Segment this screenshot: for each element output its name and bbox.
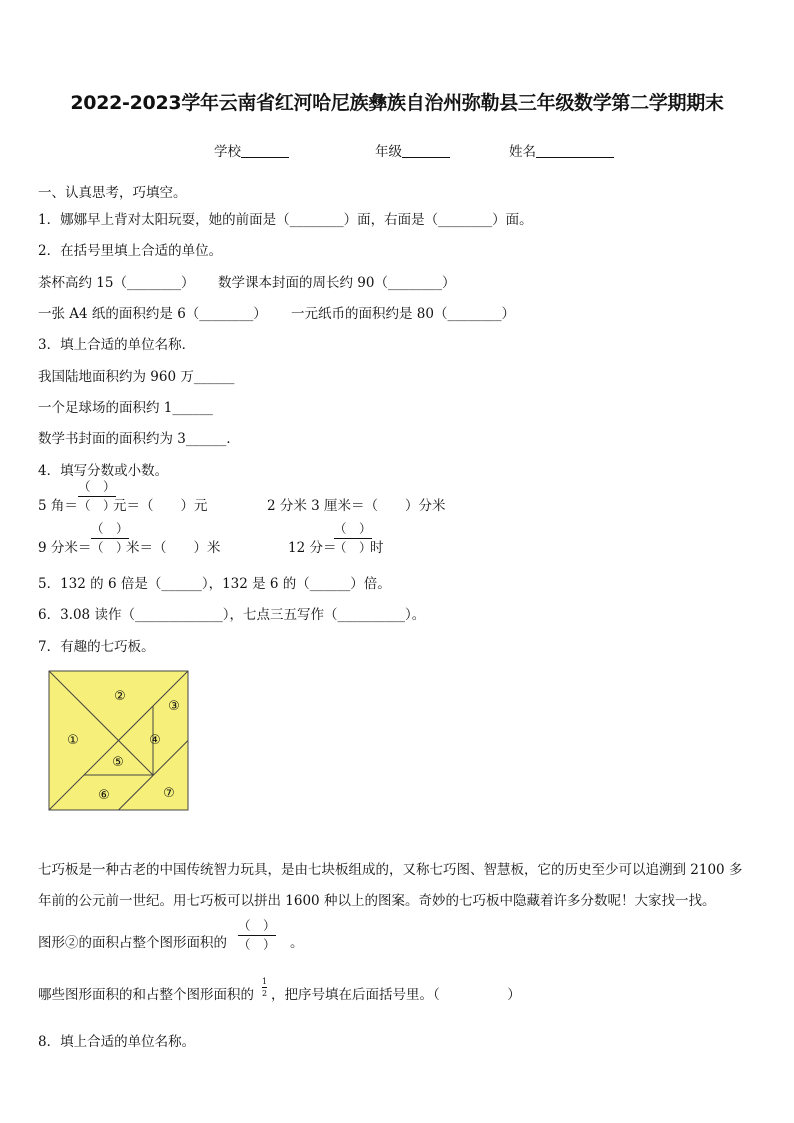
section-heading: 一、认真思考，巧填空。 [38, 185, 187, 201]
q7-b-half-fraction [262, 977, 267, 998]
fraction-denominator: （ ） [78, 498, 116, 513]
q7-a-pre: 图形②的面积占整个图形面积的 [38, 935, 227, 951]
fraction-denominator: （ ） [334, 540, 372, 555]
fraction-bar [91, 538, 129, 539]
fraction-numerator: （ ） [78, 479, 116, 494]
question-7-stem: 7．有趣的七巧板。 [38, 639, 155, 655]
question-2-c: 一张 A4 纸的面积约是 6（________） [38, 306, 267, 322]
question-6: 6．3.08 读作（_____________），七点三五写作（__________）。 [38, 607, 426, 623]
name-blank[interactable] [536, 143, 614, 158]
name-field [509, 140, 614, 160]
fraction-denominator: （ ） [238, 937, 276, 952]
tangram-paragraph-line-2: 年前的公元前一世纪。用七巧板可以拼出 1600 种以上的图案。奇妙的七巧板中隐藏着许多分数呢！大家找一找。 [38, 893, 716, 909]
q4-r1b: 2 分米 3 厘米＝（ ）分米 [267, 498, 446, 514]
piece-label-7: ⑦ [163, 786, 175, 801]
tangram-paragraph-line-1: 七巧板是一种古老的中国传统智力玩具，是由七块板组成的，又称七巧图、智慧板，它的历史至少可以追溯到 2100 多 [38, 862, 743, 878]
q4-r2a-pre: 9 分米＝ [38, 540, 92, 556]
fraction-denominator: （ ） [91, 540, 129, 555]
q4-fraction-1[interactable] [78, 479, 116, 514]
fraction-bar [238, 935, 276, 936]
question-4-stem: 4．填写分数或小数。 [38, 463, 169, 479]
fraction-denominator: 2 [262, 989, 268, 998]
question-3-c: 数学书封面的面积约为 3______． [38, 431, 240, 447]
question-3-a: 我国陆地面积约为 960 万______ [38, 369, 235, 385]
q4-fraction-2[interactable] [91, 521, 129, 556]
q4-r2b-post: 时 [370, 540, 384, 556]
piece-label-1: ① [67, 733, 79, 748]
question-5: 5．132 的 6 倍是（______），132 是 6 的（______）倍。 [38, 576, 391, 592]
question-2-a: 茶杯高约 15（________） [38, 275, 195, 291]
q4-fraction-3[interactable] [334, 521, 372, 556]
q7-a-fraction[interactable] [238, 918, 276, 953]
question-3-stem: 3．填上合适的单位名称． [38, 337, 196, 353]
q4-r2b-pre: 12 分＝ [288, 540, 337, 556]
fraction-bar [262, 987, 267, 988]
fraction-bar [334, 538, 372, 539]
piece-label-5: ⑤ [112, 755, 124, 770]
q4-r2a-post: 米＝（ ）米 [126, 540, 221, 556]
name-label: 姓名 [509, 144, 536, 160]
fraction-numerator: （ ） [238, 918, 276, 933]
tangram-figure [48, 670, 190, 812]
q7-b-pre: 哪些图形面积的和占整个图形面积的 [38, 987, 254, 1003]
piece-label-2: ② [114, 689, 126, 704]
school-field [214, 140, 289, 160]
question-2-b: 数学课本封面的周长约 90（________） [218, 275, 456, 291]
question-8-stem: 8．填上合适的单位名称。 [38, 1034, 196, 1050]
q7-b-post: ，把序号填在后面括号里。（ ） [271, 987, 521, 1003]
school-label: 学校 [214, 144, 241, 160]
question-1: 1．娜娜早上背对太阳玩耍，她的前面是（________）面，右面是（________）面。 [38, 212, 533, 228]
piece-label-4: ④ [149, 733, 161, 748]
q7-a-post: 。 [290, 935, 304, 951]
q4-r1a-post: 元＝（ ）元 [113, 498, 208, 514]
piece-label-6: ⑥ [98, 788, 110, 803]
q4-r1a-pre: 5 角＝ [38, 498, 78, 514]
fraction-numerator: （ ） [334, 521, 372, 536]
question-2-stem: 2．在括号里填上合适的单位。 [38, 243, 223, 259]
fraction-numerator: （ ） [91, 521, 129, 536]
school-blank[interactable] [241, 143, 289, 158]
grade-label: 年级 [375, 144, 402, 160]
piece-label-3: ③ [168, 699, 180, 714]
question-2-d: 一元纸币的面积约是 80（________） [291, 306, 515, 322]
grade-blank[interactable] [402, 143, 450, 158]
fraction-numerator: 1 [262, 977, 268, 986]
fraction-bar [78, 496, 116, 497]
grade-field [375, 140, 450, 160]
page-title: 2022-2023学年云南省红河哈尼族彝族自治州弥勒县三年级数学第二学期期末 [70, 92, 724, 114]
question-3-b: 一个足球场的面积约 1______ [38, 400, 213, 416]
